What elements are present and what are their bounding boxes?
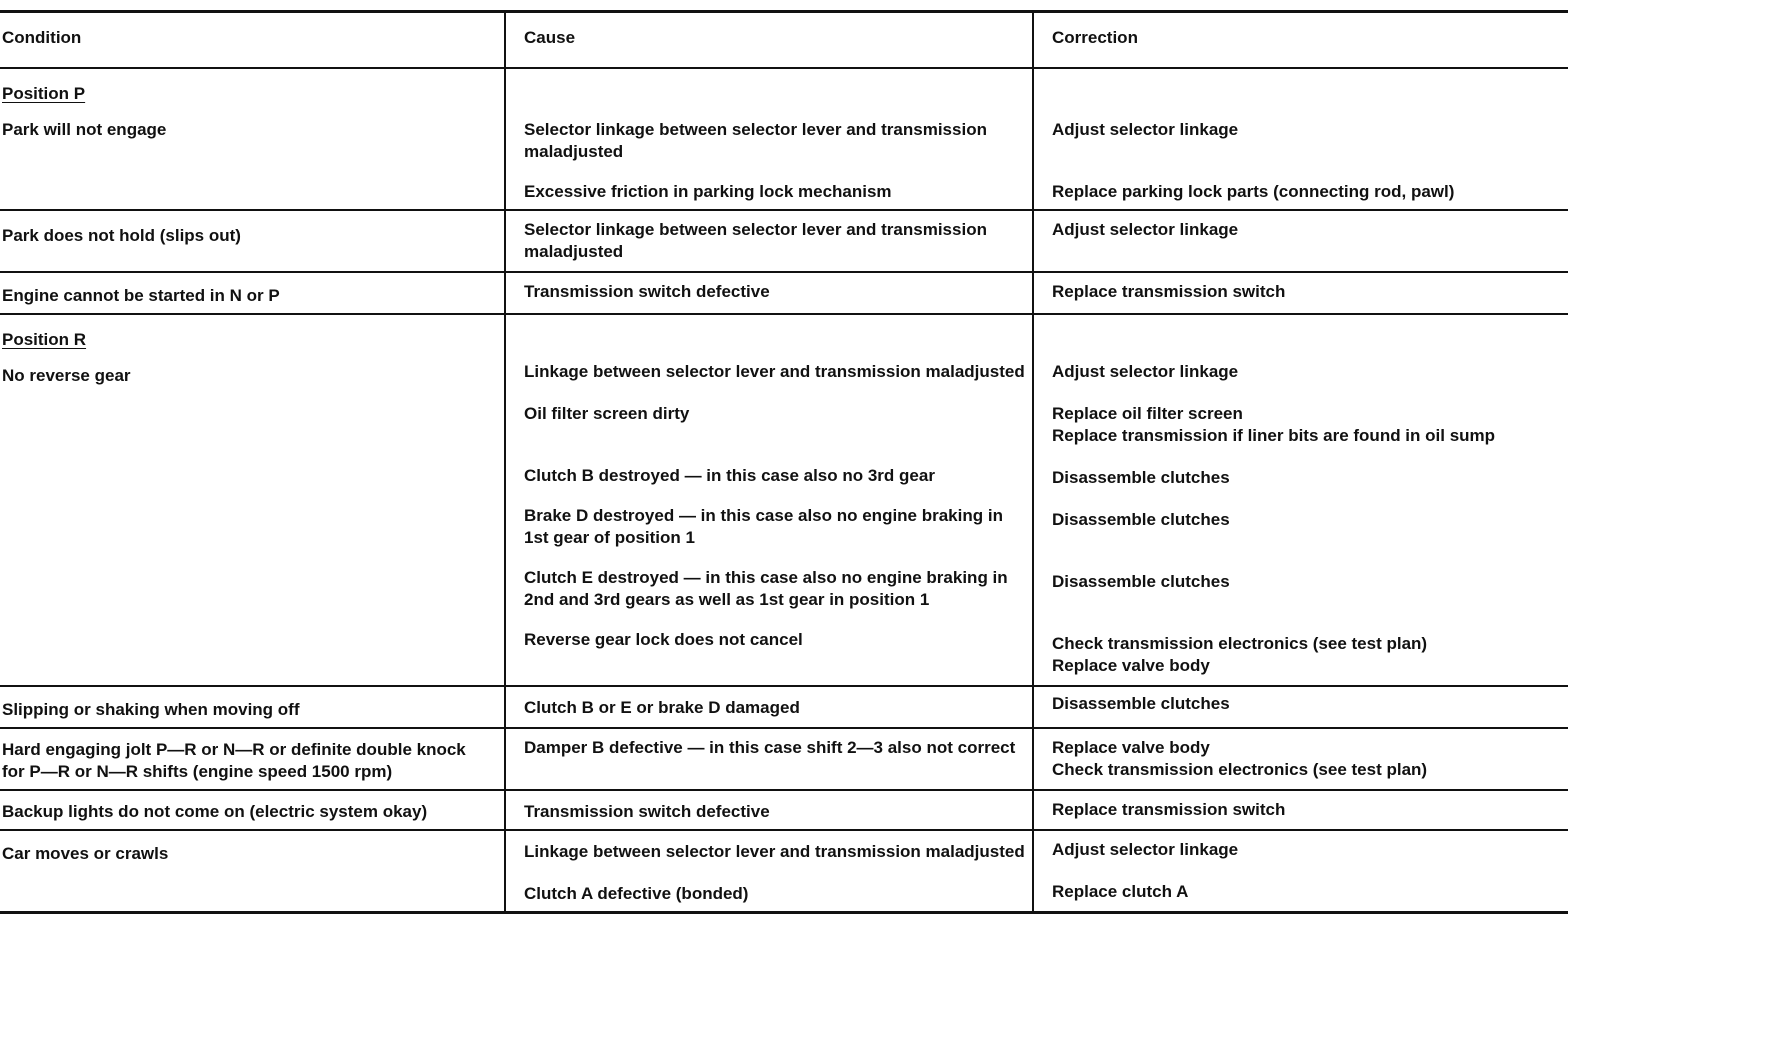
correction-text: Replace transmission switch — [1052, 800, 1286, 819]
cause-text: Linkage between selector lever and transmission maladjusted — [524, 362, 1025, 381]
cause-text: Reverse gear lock does not cancel — [524, 630, 803, 649]
cause-text: Excessive friction in parking lock mechanism — [524, 182, 892, 201]
condition-text: Backup lights do not come on (electric system okay) — [2, 802, 428, 821]
condition-cell — [0, 790, 505, 830]
header-cause: Cause — [505, 12, 1033, 69]
correction-cell — [1033, 68, 1568, 210]
correction-text: Adjust selector linkage — [1052, 840, 1239, 859]
table-row — [0, 272, 1568, 314]
troubleshooting-table — [0, 10, 1568, 914]
cause-cell — [505, 686, 1033, 728]
correction-text: Adjust selector linkage — [1052, 220, 1239, 239]
table-row — [0, 314, 1568, 686]
correction-text: Replace parking lock parts (connecting rod, pawl) — [1052, 182, 1455, 201]
cause-cell — [505, 210, 1033, 272]
correction-text: Check transmission electronics (see test plan) — [1052, 760, 1428, 779]
condition-text: Park will not engage — [2, 120, 167, 139]
correction-text: Disassemble clutches — [1052, 694, 1230, 713]
correction-text: Adjust selector linkage — [1052, 120, 1239, 139]
header-correction: Correction — [1033, 12, 1568, 69]
correction-text: Replace valve body — [1052, 656, 1210, 675]
table-row — [0, 790, 1568, 830]
table-row — [0, 686, 1568, 728]
correction-text: Disassemble clutches — [1052, 510, 1230, 529]
cause-text: Selector linkage between selector lever and transmission maladjusted — [524, 120, 987, 161]
header-row — [0, 12, 1568, 69]
cause-text: Oil filter screen dirty — [524, 404, 690, 423]
correction-cell — [1033, 686, 1568, 728]
correction-text: Adjust selector linkage — [1052, 362, 1239, 381]
correction-text: Replace oil filter screen — [1052, 404, 1243, 423]
condition-cell — [0, 210, 505, 272]
cause-text: Transmission switch defective — [524, 282, 770, 301]
condition-text: Engine cannot be started in N or P — [2, 286, 280, 305]
cause-text: Brake D destroyed — in this case also no engine braking in 1st gear of position 1 — [524, 506, 1003, 547]
condition-text: No reverse gear — [2, 366, 131, 385]
correction-cell — [1033, 272, 1568, 314]
cause-text: Clutch A defective (bonded) — [524, 884, 749, 903]
condition-cell — [0, 686, 505, 728]
table-row — [0, 68, 1568, 210]
correction-text: Replace transmission if liner bits are found in oil sump — [1052, 426, 1496, 445]
condition-cell — [0, 314, 505, 686]
cause-cell — [505, 830, 1033, 912]
cause-cell — [505, 314, 1033, 686]
condition-text: Hard engaging jolt P—R or N—R or definite double knock — [2, 740, 466, 759]
cause-text: Linkage between selector lever and transmission maladjusted — [524, 842, 1025, 861]
correction-text: Disassemble clutches — [1052, 572, 1230, 591]
condition-cell — [0, 68, 505, 210]
condition-text: Car moves or crawls — [2, 844, 169, 863]
correction-text: Replace clutch A — [1052, 882, 1189, 901]
condition-text: for P—R or N—R shifts (engine speed 1500 rpm) — [2, 762, 393, 781]
condition-cell — [0, 728, 505, 790]
table-row — [0, 728, 1568, 790]
condition-text: Park does not hold (slips out) — [2, 226, 241, 245]
cause-text: Damper B defective — in this case shift 2—3 also not correct — [524, 738, 1016, 757]
correction-cell — [1033, 314, 1568, 686]
correction-cell — [1033, 790, 1568, 830]
condition-cell — [0, 272, 505, 314]
table-row — [0, 210, 1568, 272]
correction-cell — [1033, 210, 1568, 272]
correction-text: Disassemble clutches — [1052, 468, 1230, 487]
cause-text: Clutch B destroyed — in this case also no 3rd gear — [524, 466, 935, 485]
correction-cell — [1033, 728, 1568, 790]
correction-text: Replace transmission switch — [1052, 282, 1286, 301]
cause-cell — [505, 68, 1033, 210]
section-title-position-p: Position P — [2, 84, 86, 103]
cause-cell — [505, 272, 1033, 314]
cause-cell — [505, 790, 1033, 830]
cause-text: Clutch E destroyed — in this case also no engine braking in 2nd and 3rd gears as well as 1st gear in position 1 — [524, 568, 1008, 609]
table-row — [0, 830, 1568, 912]
section-title-position-r: Position R — [2, 330, 87, 349]
cause-text: Transmission switch defective — [524, 802, 770, 821]
cause-text: Selector linkage between selector lever and transmission maladjusted — [524, 220, 987, 261]
header-condition: Condition — [0, 12, 505, 69]
correction-text: Replace valve body — [1052, 738, 1210, 757]
cause-cell — [505, 728, 1033, 790]
condition-text: Slipping or shaking when moving off — [2, 700, 300, 719]
condition-cell — [0, 830, 505, 912]
correction-text: Check transmission electronics (see test plan) — [1052, 634, 1428, 653]
cause-text: Clutch B or E or brake D damaged — [524, 698, 800, 717]
correction-cell — [1033, 830, 1568, 912]
